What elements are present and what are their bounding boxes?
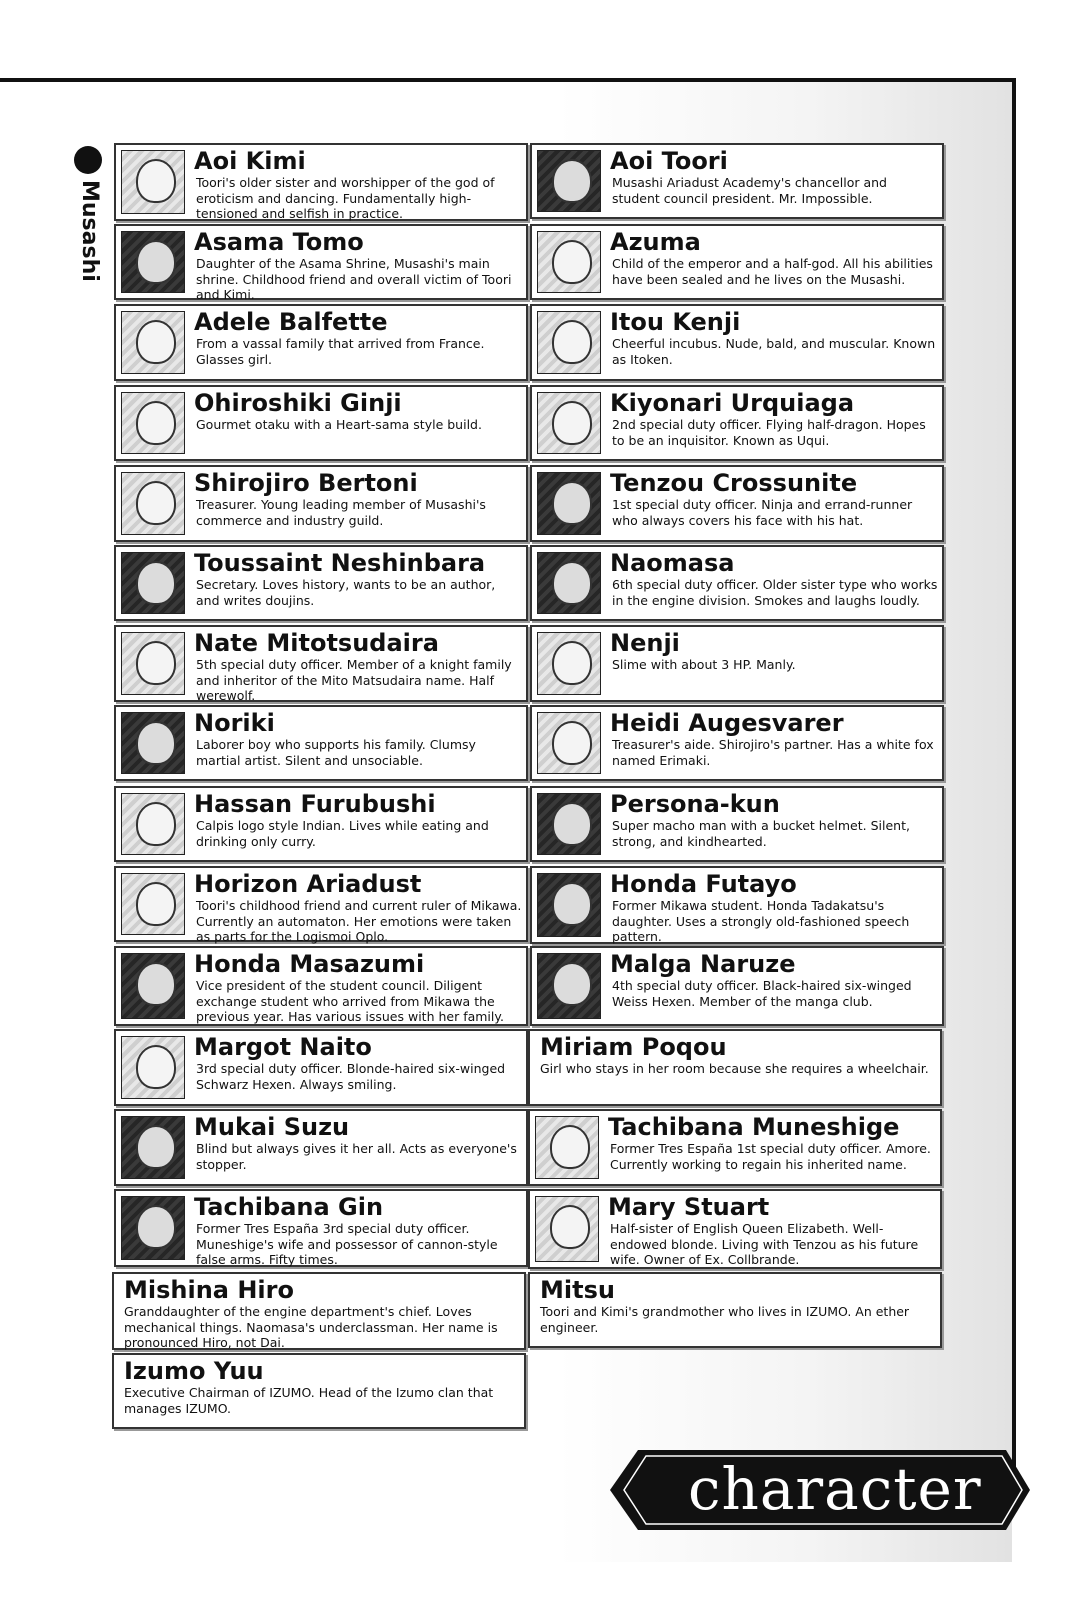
- character-description: Granddaughter of the engine department's chief. Loves mechanical things. Naomasa's underclassman. Her name is pronounced Hiro, not Dai.: [124, 1304, 498, 1350]
- character-portrait: [537, 150, 601, 212]
- character-portrait: [537, 311, 601, 374]
- character-card: [528, 1189, 942, 1269]
- character-name: Heidi Augesvarer: [610, 709, 844, 737]
- character-portrait: [535, 1196, 599, 1262]
- character-card: [114, 786, 528, 862]
- section-title: Musashi: [77, 180, 102, 282]
- character-description: 2nd special duty officer. Flying half-dragon. Hopes to be an inquisitor. Known as Uqui.: [612, 417, 926, 448]
- character-card: [530, 385, 944, 461]
- character-portrait: [537, 472, 601, 535]
- character-portrait: [537, 712, 601, 774]
- character-name: Asama Tomo: [194, 228, 364, 256]
- character-name: Nate Mitotsudaira: [194, 629, 439, 657]
- character-name: Nenji: [610, 629, 680, 657]
- character-description: Blind but always gives it her all. Acts as everyone's stopper.: [196, 1141, 517, 1172]
- character-description: 4th special duty officer. Black-haired six-winged Weiss Hexen. Member of the manga club.: [612, 978, 912, 1009]
- character-name: Tachibana Muneshige: [608, 1113, 900, 1141]
- character-portrait: [121, 1116, 185, 1179]
- character-card: [114, 385, 528, 461]
- character-portrait: [537, 392, 601, 454]
- character-portrait: [121, 873, 185, 935]
- character-name: Tenzou Crossunite: [610, 469, 858, 497]
- character-portrait: [537, 793, 601, 855]
- character-description: 3rd special duty officer. Blonde-haired six-winged Schwarz Hexen. Always smiling.: [196, 1061, 506, 1092]
- character-card: [114, 465, 528, 542]
- character-name: Tachibana Gin: [194, 1193, 384, 1221]
- character-portrait: [121, 150, 185, 214]
- character-card: [114, 1029, 528, 1106]
- character-description: Gourmet otaku with a Heart-sama style build.: [196, 417, 482, 432]
- character-portrait: [121, 1036, 185, 1099]
- character-description: Vice president of the student council. Diligent exchange student who arrived from Mikawa the previous year. Has various issues with her family.: [196, 978, 504, 1024]
- character-name: Horizon Ariadust: [194, 870, 422, 898]
- character-banner: [610, 1450, 1030, 1530]
- character-portrait: [121, 552, 185, 614]
- character-card: [530, 786, 944, 862]
- character-name: Hassan Furubushi: [194, 790, 436, 818]
- character-card: [114, 705, 528, 781]
- character-portrait: [535, 1116, 599, 1179]
- character-card: [114, 224, 528, 300]
- character-card: [114, 1189, 528, 1267]
- character-portrait: [121, 1196, 185, 1260]
- character-card: [112, 1272, 526, 1350]
- character-description: Super macho man with a bucket helmet. Silent, strong, and kindhearted.: [612, 818, 910, 849]
- character-card: [530, 545, 944, 621]
- character-card: [530, 946, 944, 1026]
- character-name: Mary Stuart: [608, 1193, 770, 1221]
- character-card: [530, 143, 944, 219]
- character-portrait: [121, 472, 185, 535]
- character-portrait: [537, 231, 601, 293]
- section-bullet-icon: [74, 146, 102, 174]
- character-name: Mishina Hiro: [124, 1276, 294, 1304]
- character-name: Aoi Kimi: [194, 147, 306, 175]
- character-description: Toori's childhood friend and current ruler of Mikawa. Currently an automaton. Her emotions were taken as parts for the Logismoi Oplo.: [196, 898, 522, 944]
- character-portrait: [537, 873, 601, 937]
- character-name: Margot Naito: [194, 1033, 372, 1061]
- character-card: [114, 143, 528, 221]
- banner-title: character: [688, 1455, 982, 1523]
- character-card: [530, 304, 944, 381]
- character-name: Azuma: [610, 228, 701, 256]
- character-portrait: [121, 311, 185, 374]
- character-name: Itou Kenji: [610, 308, 741, 336]
- character-description: Half-sister of English Queen Elizabeth. Well-endowed blonde. Living with Tenzou as his future wife. Owner of Ex. Collbrande.: [610, 1221, 919, 1267]
- character-name: Aoi Toori: [610, 147, 728, 175]
- character-portrait: [121, 632, 185, 695]
- character-name: Persona-kun: [610, 790, 780, 818]
- character-portrait: [537, 552, 601, 614]
- character-card: [530, 866, 944, 944]
- character-description: Former Tres España 1st special duty officer. Amore. Currently working to regain his inherited name.: [610, 1141, 931, 1172]
- character-card: [114, 625, 528, 702]
- character-description: 6th special duty officer. Older sister type who works in the engine division. Smokes and laughs loudly.: [612, 577, 938, 608]
- character-card: [114, 545, 528, 621]
- character-description: Slime with about 3 HP. Manly.: [612, 657, 796, 672]
- character-card: [114, 946, 528, 1026]
- character-name: Honda Futayo: [610, 870, 797, 898]
- character-description: Former Mikawa student. Honda Tadakatsu's daughter. Uses a strongly old-fashioned speech pattern.: [612, 898, 910, 944]
- character-description: Calpis logo style Indian. Lives while eating and drinking only curry.: [196, 818, 489, 849]
- character-description: Former Tres España 3rd special duty officer. Muneshige's wife and possessor of cannon-style false arms. Fifty times.: [196, 1221, 498, 1267]
- character-portrait: [121, 231, 185, 293]
- character-name: Ohiroshiki Ginji: [194, 389, 402, 417]
- character-description: Toori and Kimi's grandmother who lives in IZUMO. An ether engineer.: [540, 1304, 910, 1335]
- character-portrait: [121, 953, 185, 1019]
- section-tab: [74, 146, 104, 306]
- character-description: Treasurer. Young leading member of Musashi's commerce and industry guild.: [196, 497, 486, 528]
- frame-right-rule: [1012, 78, 1016, 1490]
- character-description: Child of the emperor and a half-god. All his abilities have been sealed and he lives on the Musashi.: [612, 256, 933, 287]
- character-description: From a vassal family that arrived from France. Glasses girl.: [196, 336, 485, 367]
- character-description: Musashi Ariadust Academy's chancellor and student council president. Mr. Impossible.: [612, 175, 887, 206]
- character-card: [114, 304, 528, 381]
- character-portrait: [121, 392, 185, 454]
- character-description: 1st special duty officer. Ninja and errand-runner who always covers his face with his hat.: [612, 497, 913, 528]
- character-card: [530, 705, 944, 781]
- character-name: Kiyonari Urquiaga: [610, 389, 855, 417]
- character-portrait: [121, 793, 185, 855]
- character-name: Honda Masazumi: [194, 950, 425, 978]
- character-portrait: [537, 632, 601, 695]
- character-card: [530, 625, 944, 702]
- character-card: [114, 866, 528, 942]
- character-card: [528, 1029, 942, 1106]
- character-card: [528, 1272, 942, 1348]
- frame-top-rule: [0, 78, 1016, 82]
- character-name: Adele Balfette: [194, 308, 388, 336]
- character-card: [530, 224, 944, 300]
- character-description: Executive Chairman of IZUMO. Head of the Izumo clan that manages IZUMO.: [124, 1385, 494, 1416]
- character-name: Malga Naruze: [610, 950, 796, 978]
- character-description: Cheerful incubus. Nude, bald, and muscular. Known as Itoken.: [612, 336, 936, 367]
- character-card: [114, 1109, 528, 1186]
- character-description: Daughter of the Asama Shrine, Musashi's main shrine. Childhood friend and overall victim of Toori and Kimi.: [196, 256, 512, 302]
- character-name: Miriam Poqou: [540, 1033, 727, 1061]
- character-name: Toussaint Neshinbara: [194, 549, 486, 577]
- character-card: [528, 1109, 942, 1186]
- character-description: Treasurer's aide. Shirojiro's partner. Has a white fox named Erimaki.: [612, 737, 934, 768]
- character-description: Laborer boy who supports his family. Clumsy martial artist. Silent and unsociable.: [196, 737, 476, 768]
- character-name: Noriki: [194, 709, 275, 737]
- character-name: Mitsu: [540, 1276, 615, 1304]
- character-name: Mukai Suzu: [194, 1113, 350, 1141]
- character-description: 5th special duty officer. Member of a knight family and inheritor of the Mito Matsudaira name. Half werewolf.: [196, 657, 512, 703]
- character-description: Toori's older sister and worshipper of the god of eroticism and dancing. Fundamentally high-tensioned and selfish in practice.: [196, 175, 495, 221]
- character-name: Naomasa: [610, 549, 735, 577]
- character-portrait: [537, 953, 601, 1019]
- character-description: Secretary. Loves history, wants to be an author, and writes doujins.: [196, 577, 496, 608]
- character-name: Shirojiro Bertoni: [194, 469, 418, 497]
- character-name: Izumo Yuu: [124, 1357, 264, 1385]
- character-card: [112, 1353, 526, 1429]
- character-portrait: [121, 712, 185, 774]
- character-description: Girl who stays in her room because she requires a wheelchair.: [540, 1061, 929, 1076]
- character-card: [530, 465, 944, 542]
